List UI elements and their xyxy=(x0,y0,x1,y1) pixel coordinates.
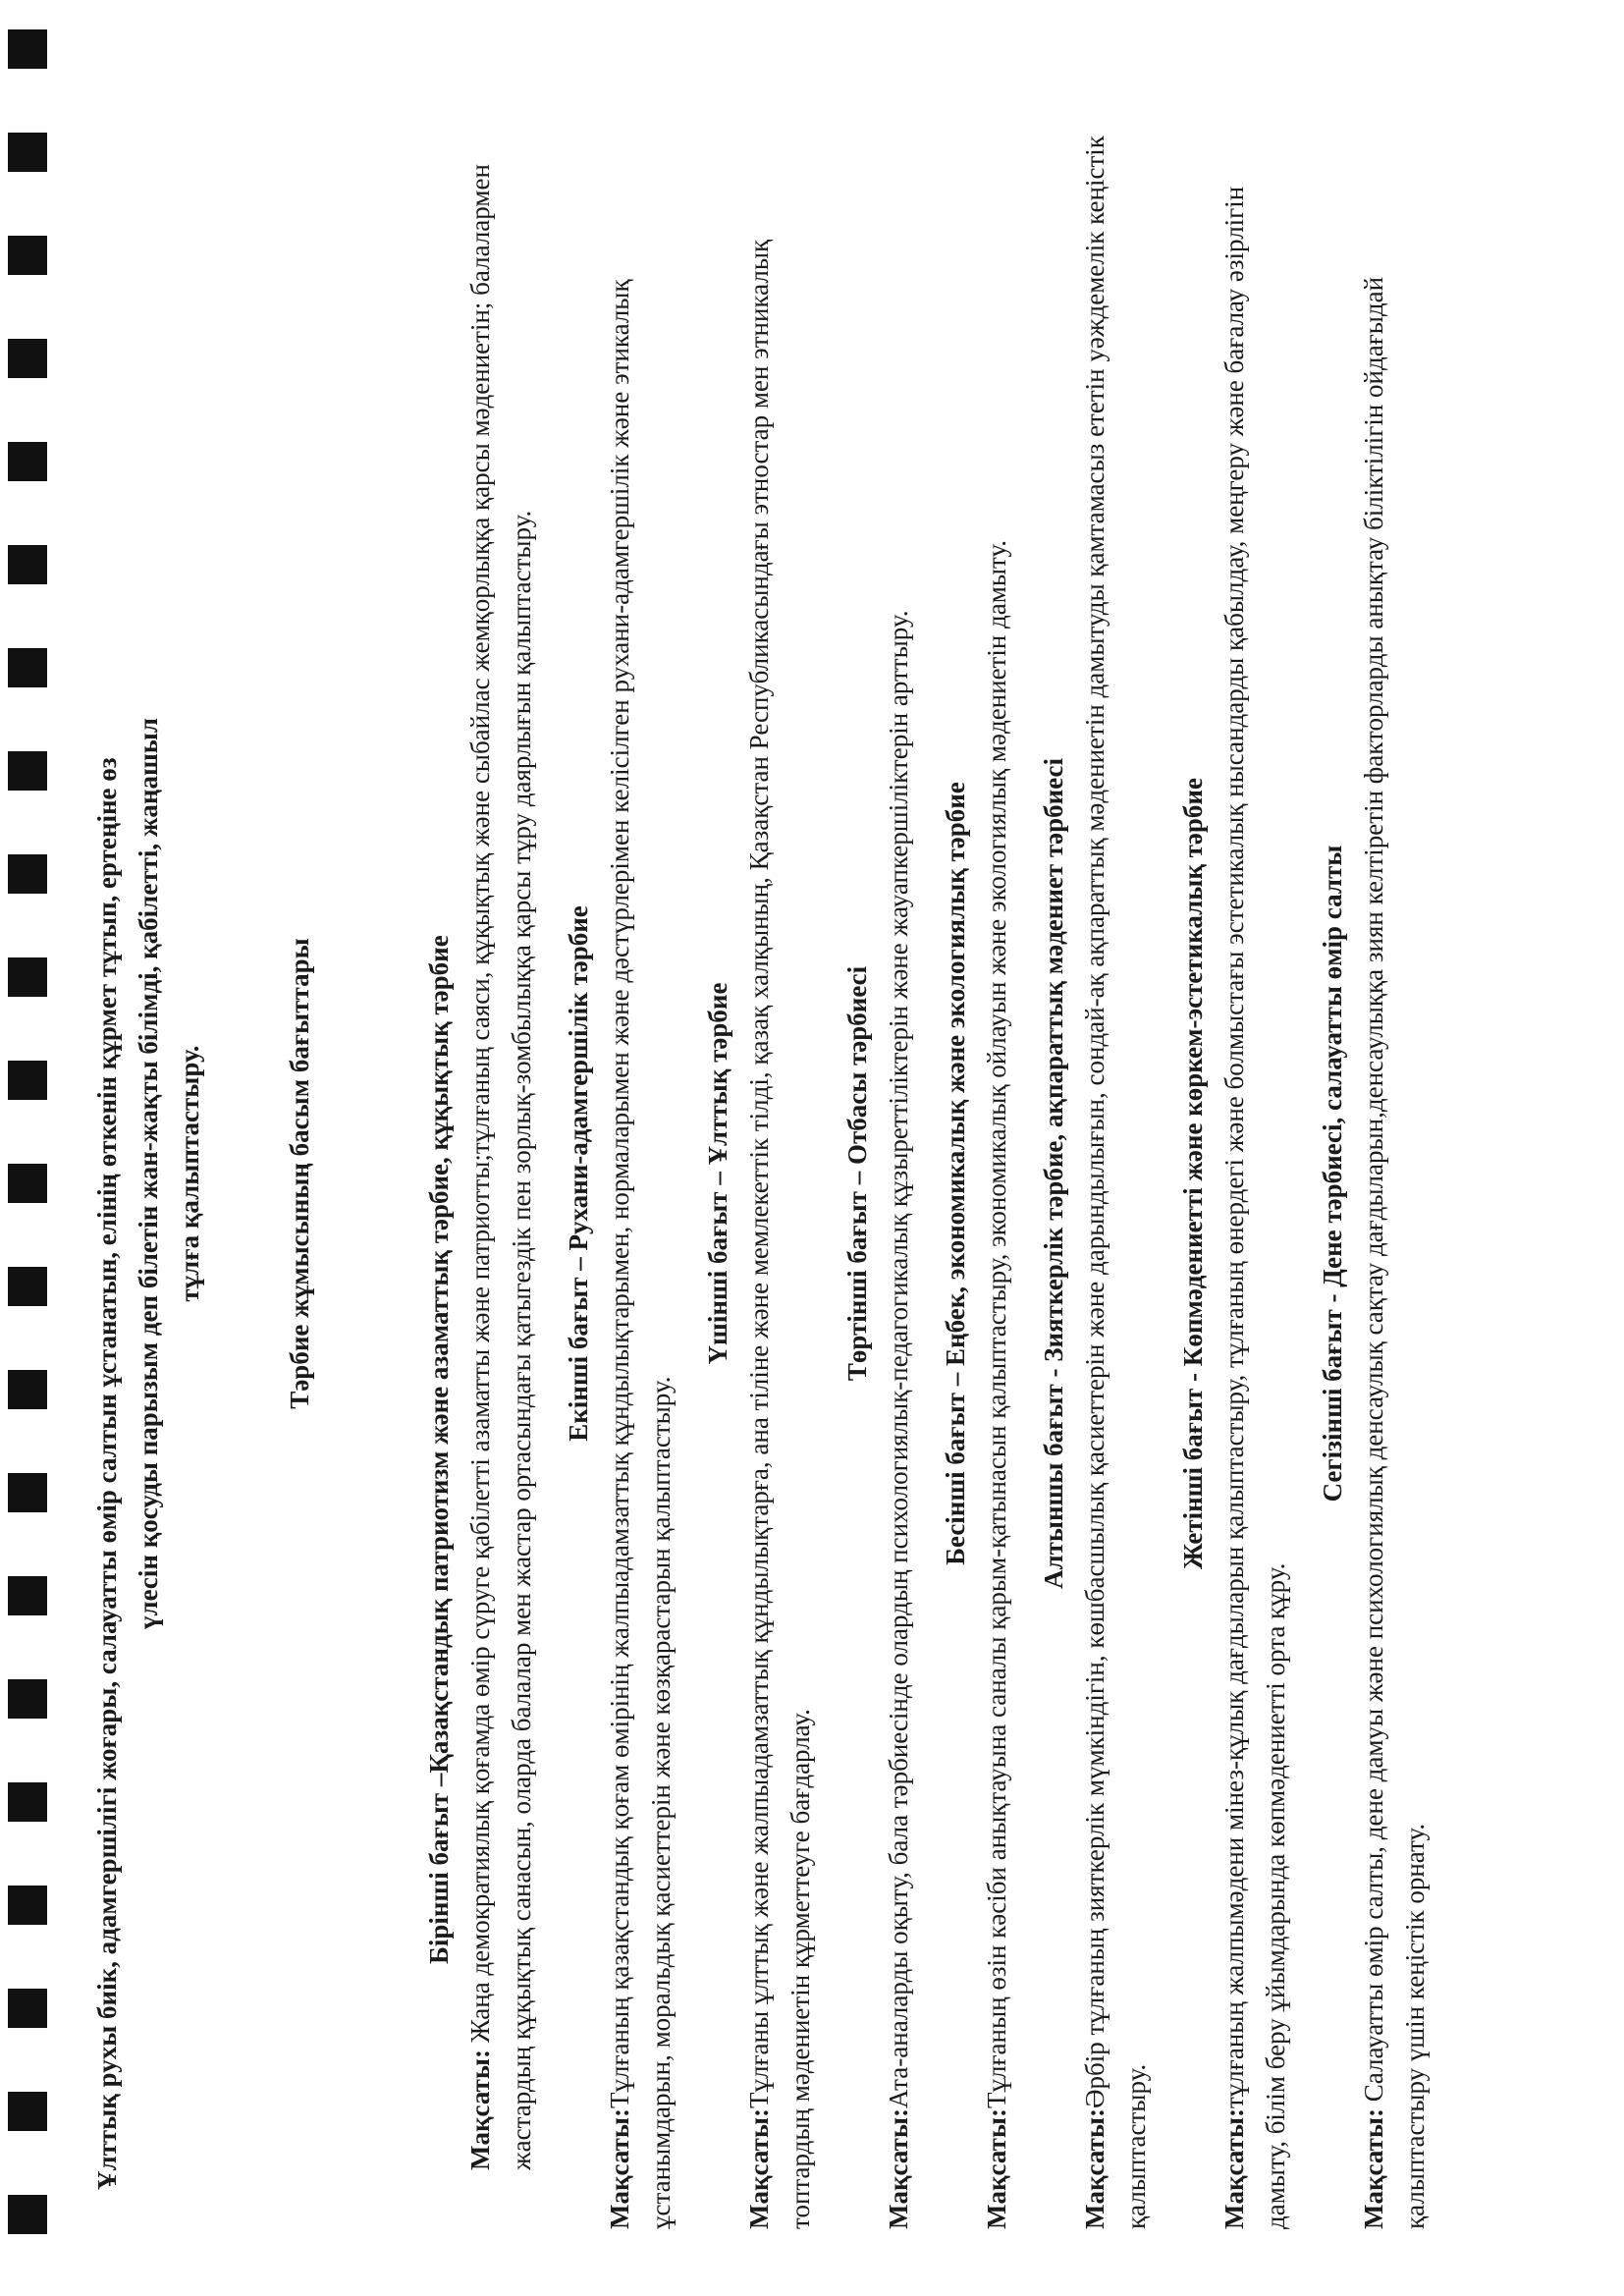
binding-hole xyxy=(8,2092,47,2131)
direction-goal xyxy=(738,118,821,2229)
binding-hole xyxy=(8,545,47,584)
direction-goal xyxy=(460,118,542,2229)
binding-hole xyxy=(8,1886,47,1925)
direction-goal xyxy=(976,118,1017,2229)
binding-hole xyxy=(8,29,47,69)
direction-heading: Бірінші бағыт –Қазақстандық патриотизм және азаматтық тәрбие, құқықтық тәрбие xyxy=(424,935,454,1964)
binding-hole xyxy=(8,1061,47,1100)
page-title: Тәрбие жұмысының басым бағыттары xyxy=(285,938,314,1409)
direction-heading: Төртінші бағыт – Отбасы тәрбиесі xyxy=(842,965,872,1382)
binding-hole xyxy=(8,1164,47,1203)
intro-block xyxy=(79,118,210,2229)
goal-text: Салауатты өмір салты, дене дамуы және психологиялық денсаулық сақтау дағдыларын,денсаулыққа зиян келтіретін факторларды анықтау біліктілігін ойдағыдай қалыптастыру үшін кеңістік орнату. xyxy=(1359,276,1430,2229)
intro-line: Ұлттық рухы биік, адамгершілігі жоғары, салауатты өмір салтын ұстанатын, елінің өткенін құрмет тұтып, ертеңіне өз xyxy=(92,757,122,2190)
goal-text: Әрбір тұлғаның зияткерлік мүмкіндігін, көшбасшылық қасиеттерін және дарындылығын, сондай-ақ ақпараттық мәдениетін дамытуды қамтамасыз ететін уәждемелік кеңістік қалыптастыру. xyxy=(1080,136,1151,2229)
binding-hole xyxy=(8,1782,47,1822)
binding-hole xyxy=(8,751,47,791)
binding-hole xyxy=(8,442,47,481)
direction-goal xyxy=(1214,118,1296,2229)
direction-goal xyxy=(599,118,681,2229)
direction-heading: Жетінші бағыт - Көпмәдениетті және көркем-эстетикалық тәрбие xyxy=(1178,778,1208,1569)
goal-label: Мақсаты: xyxy=(1359,2102,1388,2229)
goal-label: Мақсаты: xyxy=(744,2108,774,2229)
rotated-page-content xyxy=(79,118,1551,2229)
binding-hole xyxy=(8,1370,47,1409)
goal-text: Тұлғаны ұлттық және жалпыадамзаттық құндылықтарға, ана тіліне және мемлекеттік тілді, қазақ халқының, Қазақстан Республикасындағы этностар мен этникалық топтардың мәдениетін құрметтеуге бағдарлау. xyxy=(744,239,815,2229)
goal-text: Тұлғаның қазақстандық қоғам өмірінің жалпыадамзаттық құндылықтарымен, нормаларымен және дәстүрлерімен келісілген рухани-адамгершілік және этикалық ұстанымдарын, моральдық қасиеттерін және көзқарастарын қалыптастыру. xyxy=(605,279,676,2229)
goal-label: Мақсаты: xyxy=(884,2108,913,2229)
binding-hole xyxy=(8,339,47,378)
binding-strip xyxy=(0,0,59,2296)
goal-label: Мақсаты: xyxy=(465,2043,495,2170)
direction-heading: Үшінші бағыт – Ұлттық тәрбие xyxy=(703,982,732,1365)
goal-text: тұлғаның жалпымәдени мінез-құлық дағдыларын қалыптастыру, тұлғаның өнердегі және болмыстағы эстетикалық нысандарды қабылдау, меңгеру және бағалау әзірлігін дамыту, білім беру ұйымдарында көпмәдениетті орта құру. xyxy=(1219,186,1290,2229)
binding-hole xyxy=(8,854,47,894)
direction-heading: Алтыншы бағыт - Зияткерлік тәрбие, ақпараттық мәдениет тәрбиесі xyxy=(1039,758,1068,1590)
goal-text: Жаңа демократиялық қоғамда өмір сүруге қабілетті азаматты және патриотты;тұлғаның саяси, құқықтық және сыбайлас жемқорлыққа қарсы мәдениетін; балалармен жастардың құқықтық санасын, оларда балалар мен жастар ортасындағы қатыгездік пен зорлық-зомбылыққа қарсы тұру даярлығын қалыптастыру. xyxy=(465,164,536,2170)
binding-hole xyxy=(8,1989,47,2028)
direction-heading: Сегізінші бағыт - Дене тәрбиесі, салауатты өмір салты xyxy=(1318,845,1347,1503)
goal-label: Мақсаты: xyxy=(1219,2108,1249,2229)
direction-goal xyxy=(1074,118,1157,2229)
goal-label: Мақсаты: xyxy=(605,2108,634,2229)
goal-label: Мақсаты: xyxy=(982,2108,1011,2229)
intro-line: үлесін қосуды парызым деп білетін жан-жақты білімді, қабілетті, жаңашыл xyxy=(134,717,163,1630)
binding-hole xyxy=(8,957,47,997)
intro-line: тұлға қалыптастыру. xyxy=(175,1045,204,1302)
binding-hole xyxy=(8,2195,47,2234)
direction-heading: Бесінші бағыт – Еңбек, экономикалық және экологиялық тәрбие xyxy=(941,782,970,1565)
goal-label: Мақсаты: xyxy=(1080,2108,1110,2229)
direction-goal xyxy=(878,118,919,2229)
binding-hole xyxy=(8,133,47,172)
direction-heading: Екінші бағыт – Рухани-адамгершілік тәрбие xyxy=(564,905,593,1442)
binding-hole xyxy=(8,1576,47,1615)
binding-hole xyxy=(8,648,47,687)
goal-text: Ата-аналарды оқыту, бала тәрбиесінде олардың психологиялық-педагогикалық құзыреттіліктерін және жауапкершіліктерін арттыру. xyxy=(884,610,913,2108)
direction-goal xyxy=(1353,118,1435,2229)
binding-hole xyxy=(8,236,47,275)
binding-hole xyxy=(8,1473,47,1512)
goal-text: Тұлғаның өзін кәсіби анықтауына саналы қарым-қатынасын қалыптастыру, экономикалық ойлауын және экологиялық мәдениетін дамыту. xyxy=(982,540,1011,2108)
binding-hole xyxy=(8,1679,47,1719)
binding-hole xyxy=(8,1267,47,1306)
